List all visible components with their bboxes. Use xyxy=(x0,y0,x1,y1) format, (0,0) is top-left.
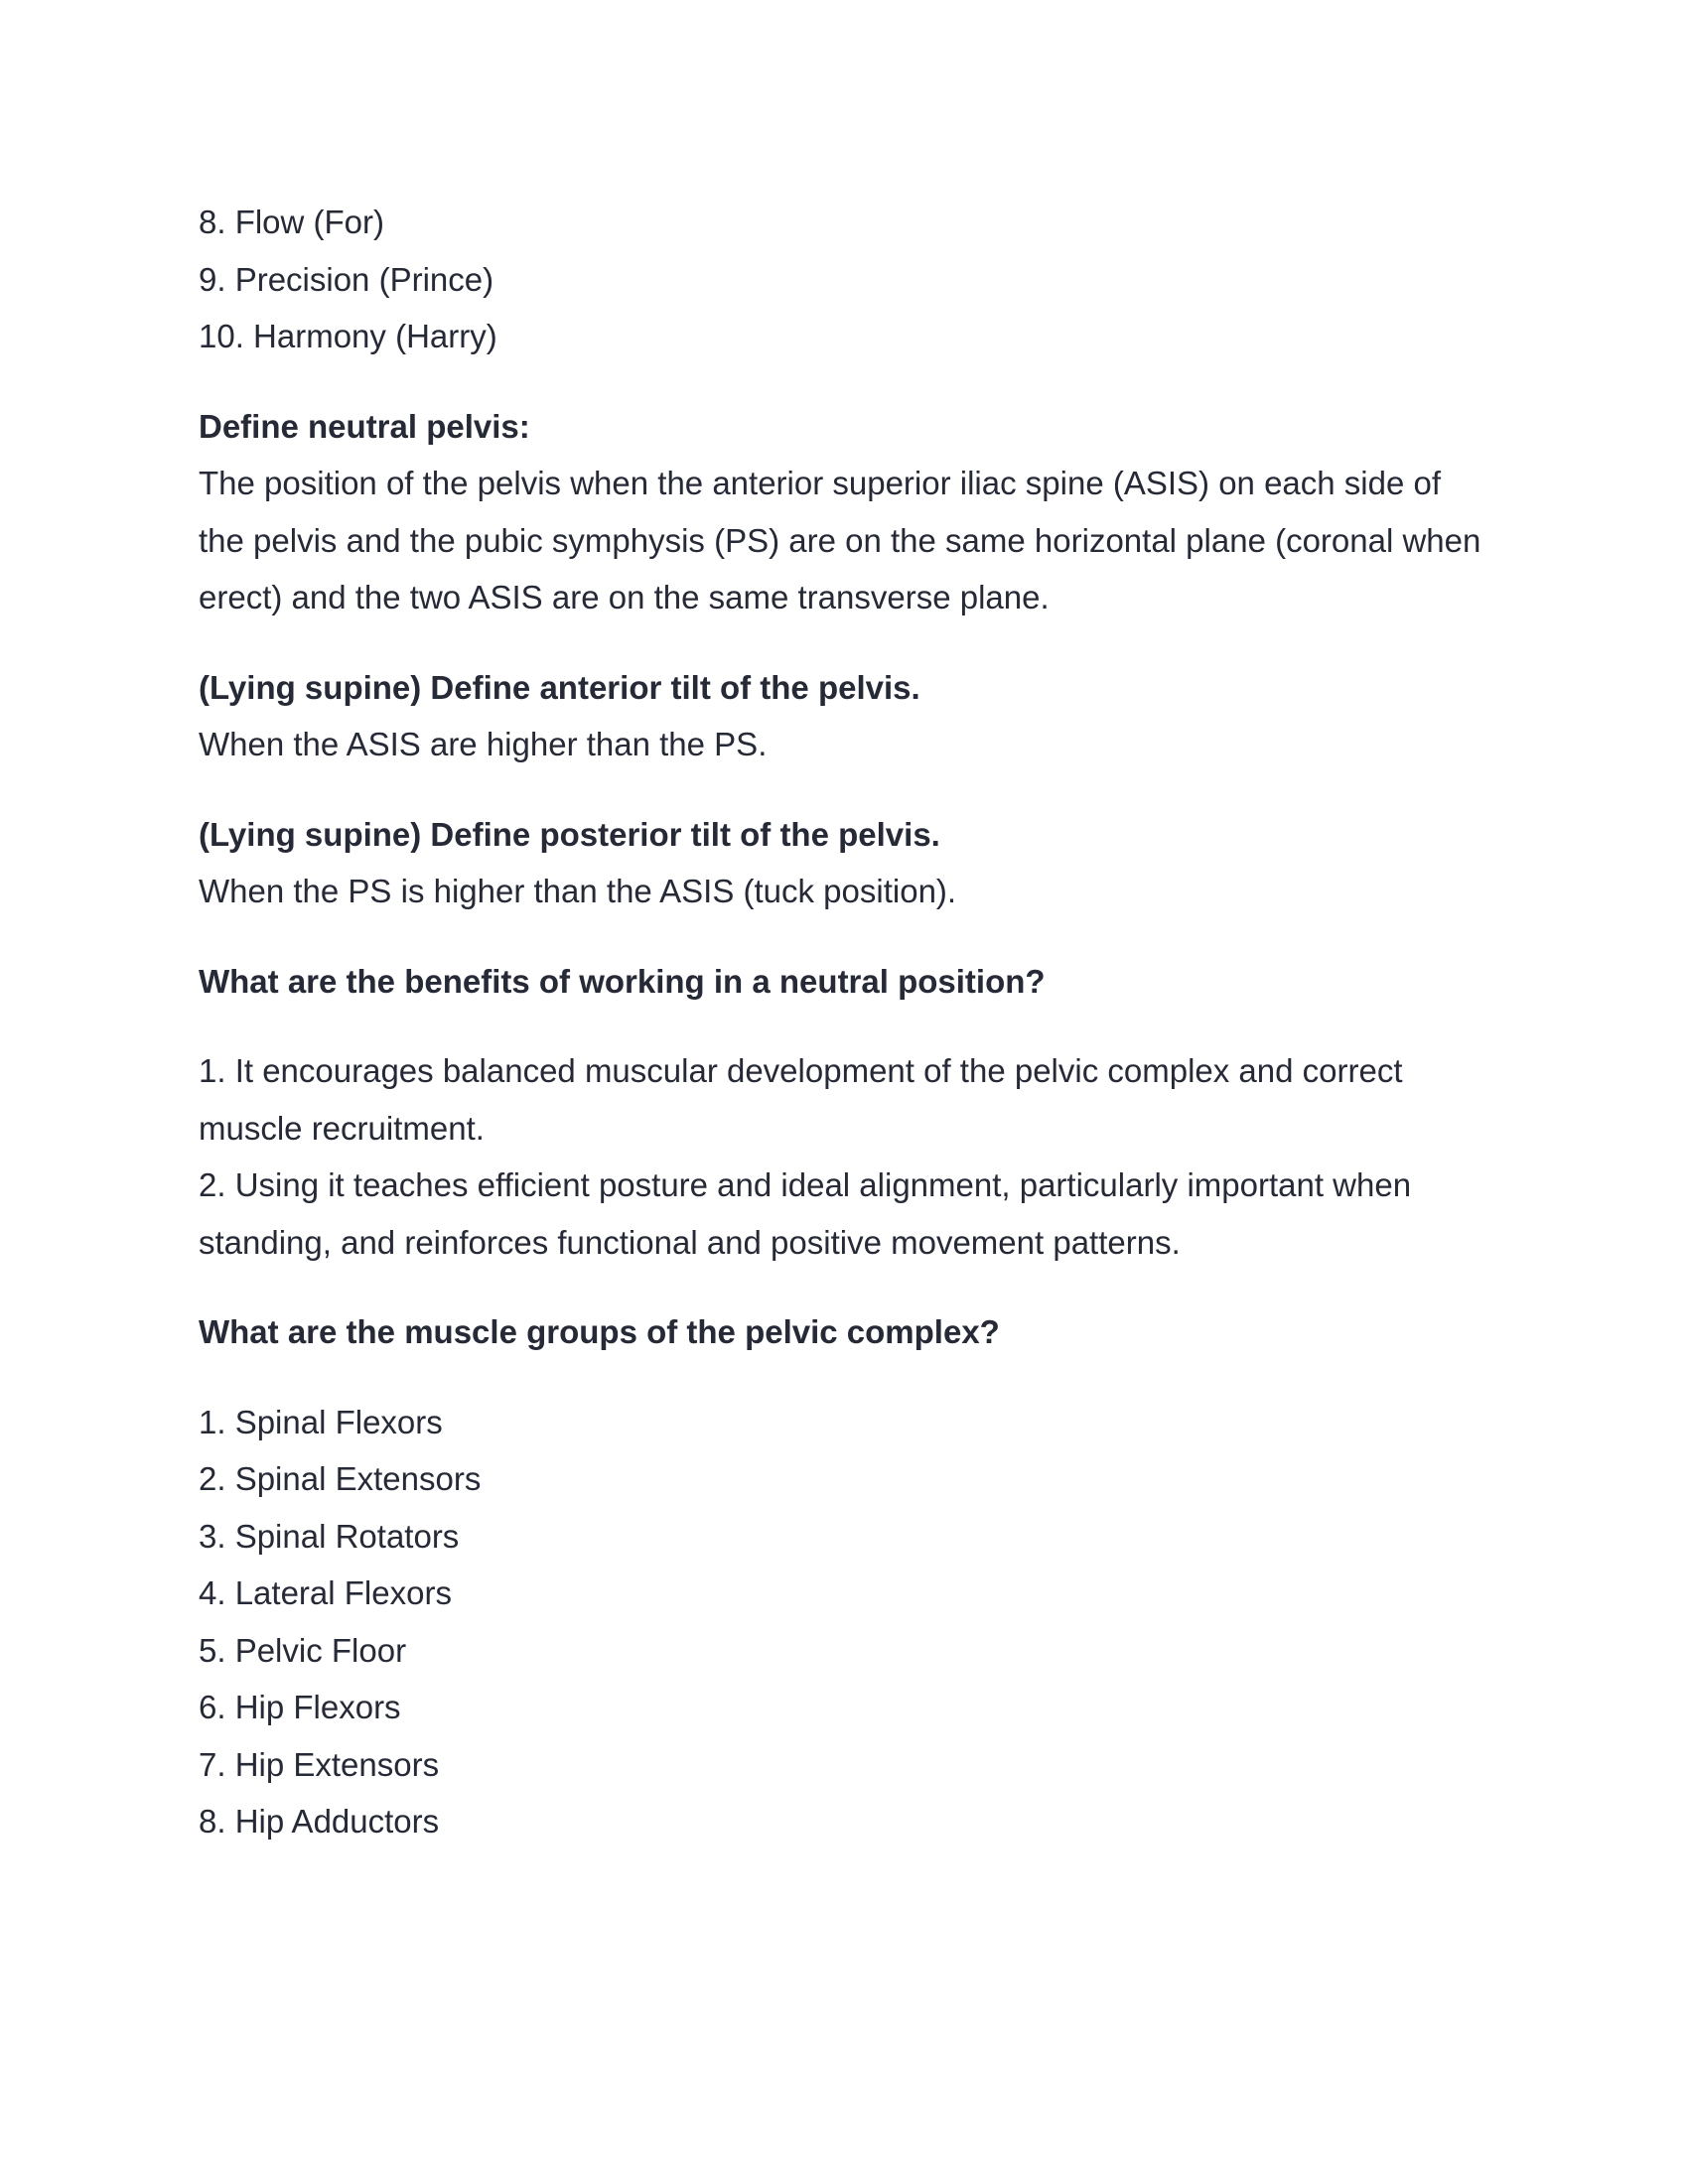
answer-neutral-pelvis: The position of the pelvis when the anterior superior iliac spine (ASIS) on each side of the pelvis and the pubic symphysis (PS) are on the same horizontal plane (coronal when erect) and the two ASIS are on the same transverse plane. xyxy=(199,465,1481,615)
question-benefits: What are the benefits of working in a neutral position? xyxy=(199,962,1046,1000)
list-item: 8. Flow (For) xyxy=(199,204,385,240)
answer-posterior-tilt: When the PS is higher than the ASIS (tuck position). xyxy=(199,873,957,909)
list-item: 6. Hip Flexors xyxy=(199,1689,401,1725)
list-item: 9. Precision (Prince) xyxy=(199,260,494,298)
list-item: 1. Spinal Flexors xyxy=(199,1403,443,1440)
list-item: 1. It encourages balanced muscular development of the pelvic complex and correct muscle recruitment. xyxy=(199,1052,1403,1147)
list-item: 3. Spinal Rotators xyxy=(199,1517,460,1555)
document-page xyxy=(199,194,1489,1850)
top-list xyxy=(199,194,1489,365)
list-item: 2. Using it teaches efficient posture and ideal alignment, particularly important when standing, and reinforces functional and positive movement patterns. xyxy=(199,1166,1412,1261)
list-item: 4. Lateral Flexors xyxy=(199,1574,452,1611)
question-muscle-groups: What are the muscle groups of the pelvic complex? xyxy=(199,1313,1000,1350)
list-item: 5. Pelvic Floor xyxy=(199,1631,407,1669)
muscle-groups-list xyxy=(199,1394,1489,1850)
answer-benefits xyxy=(199,1042,1489,1271)
answer-anterior-tilt: When the ASIS are higher than the PS. xyxy=(199,726,768,762)
list-item: 7. Hip Extensors xyxy=(199,1745,440,1783)
list-item: 10. Harmony (Harry) xyxy=(199,318,497,354)
list-item: 2. Spinal Extensors xyxy=(199,1460,482,1497)
question-posterior-tilt: (Lying supine) Define posterior tilt of the pelvis. xyxy=(199,815,940,853)
question-anterior-tilt: (Lying supine) Define anterior tilt of the pelvis. xyxy=(199,668,920,706)
question-neutral-pelvis: Define neutral pelvis: xyxy=(199,407,530,445)
list-item: 8. Hip Adductors xyxy=(199,1803,440,1840)
